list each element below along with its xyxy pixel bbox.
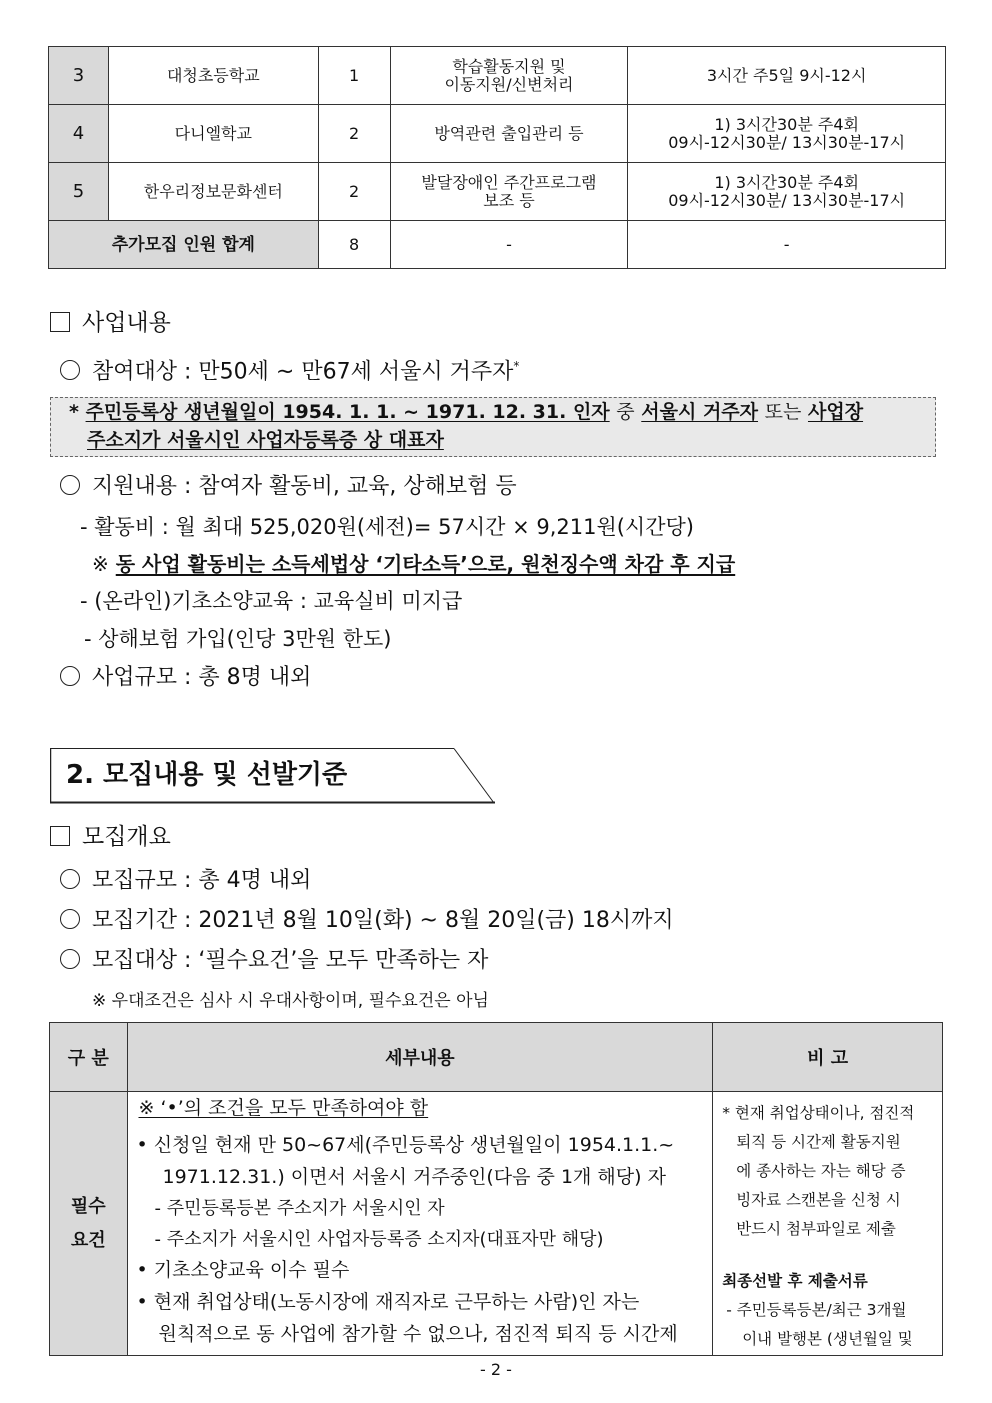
- business-heading: [50, 310, 171, 336]
- required-label: [50, 1092, 128, 1356]
- eligibility-note-box: [50, 397, 936, 457]
- support-line: [60, 474, 517, 500]
- time-line: 09시-12시30분/ 13시30분-17시: [668, 190, 906, 210]
- tax-note: [92, 551, 735, 577]
- remark-title: 최종선발 후 제출서류: [722, 1272, 868, 1290]
- note-owner: 주소지가 서울시인 사업자등록증 상 대표자: [87, 429, 444, 451]
- time-line: 1) 3시간30분 주4회: [714, 172, 859, 192]
- details-sub-line: - 주소지가 서울시인 사업자등록증 소지자(대표자만 해당): [154, 1229, 604, 1250]
- details-bullet-line: • 현재 취업상태(노동시장에 재직자로 근무하는 사람)인 자는: [136, 1291, 640, 1313]
- recruit-period: [60, 908, 674, 934]
- recruit-heading: [50, 824, 171, 850]
- time-cell: [628, 163, 946, 221]
- total-task: -: [390, 221, 628, 269]
- table-row: [49, 105, 946, 163]
- task-cell: [390, 47, 628, 105]
- target-text: 참여대상 : 만50세 ~ 만67세 서울시 거주자: [92, 359, 514, 385]
- circle-bullet-icon: [60, 869, 80, 889]
- note-birthdate: 주민등록상 생년월일이 1954. 1. 1. ~ 1971. 12. 31. 인자: [85, 401, 610, 423]
- task-cell: [390, 163, 628, 221]
- table-row: [50, 1092, 943, 1356]
- school-name: 대청초등학교: [108, 47, 318, 105]
- reference-mark: ※: [92, 552, 109, 576]
- school-name: 다니엘학교: [108, 105, 318, 163]
- scale-line: [60, 665, 311, 691]
- details-sub-line: - 주민등록등본 주소지가 서울시인 자: [154, 1198, 445, 1219]
- header-category: 구 분: [50, 1023, 128, 1092]
- task-line: 방역관련 출입관리 등: [434, 123, 584, 143]
- circle-bullet-icon: [60, 360, 80, 380]
- task-line: 발달장애인 주간프로그램: [421, 172, 597, 192]
- table-header-row: [50, 1023, 943, 1092]
- details-bullet-line: 1971.12.31.) 이면서 서울시 거주중인(다음 중 1개 해당) 자: [162, 1166, 666, 1188]
- checkbox-square-icon: [50, 312, 70, 332]
- recruit-scale: [60, 868, 311, 894]
- table-row: [49, 163, 946, 221]
- checkbox-square-icon: [50, 826, 70, 846]
- header-remarks: 비 고: [713, 1023, 943, 1092]
- total-time: -: [628, 221, 946, 269]
- task-line: 이동지원/신변처리: [444, 74, 574, 94]
- school-name: 한우리정보문화센터: [108, 163, 318, 221]
- row-number: 3: [49, 47, 109, 105]
- time-line: 09시-12시30분/ 13시30분-17시: [668, 132, 906, 152]
- tax-note-text: 동 사업 활동비는 소득세법상 ‘기타소득’으로, 원천징수액 차감 후 지급: [115, 552, 736, 576]
- note-or: 또는: [764, 401, 802, 423]
- support-item-education: - (온라인)기초소양교육 : 교육실비 미지급: [80, 589, 463, 613]
- circle-bullet-icon: [60, 909, 80, 929]
- required-label-line: 요건: [70, 1229, 106, 1251]
- task-cell: [390, 105, 628, 163]
- circle-bullet-icon: [60, 949, 80, 969]
- details-bullet-line: • 신청일 현재 만 50~67세(주민등록상 생년월일이 1954.1.1.~: [136, 1134, 675, 1156]
- recruit-period-text: 모집기간 : 2021년 8월 10일(화) ~ 8월 20일(금) 18시까지: [92, 908, 674, 933]
- table-row: [49, 47, 946, 105]
- scale-text: 사업규모 : 총 8명 내외: [92, 665, 312, 690]
- time-line: 1) 3시간30분 주4회: [714, 114, 859, 134]
- header-details: 세부내용: [127, 1023, 713, 1092]
- page-number: - 2 -: [480, 1360, 512, 1379]
- target-line: [60, 353, 519, 385]
- circle-bullet-icon: [60, 475, 80, 495]
- staff-count: 1: [318, 47, 390, 105]
- recruit-target: [60, 948, 488, 974]
- note-line-1: [69, 398, 935, 426]
- time-cell: [628, 105, 946, 163]
- staff-count: 2: [318, 163, 390, 221]
- note-star: *: [69, 401, 79, 423]
- details-bullet-line: 원칙적으로 동 사업에 참가할 수 없으나, 점진적 퇴직 등 시간제: [158, 1323, 678, 1345]
- required-label-line: 필수: [70, 1195, 106, 1217]
- remarks-cell: [713, 1092, 943, 1356]
- task-line: 보조 등: [483, 190, 535, 210]
- support-item-insurance: - 상해보험 가입(인당 3만원 한도): [84, 627, 392, 651]
- total-count: 8: [318, 221, 390, 269]
- remark-line: - 주민등록등본/최근 3개월: [726, 1301, 907, 1319]
- remark-line: 빙자료 스캔본을 신청 시: [736, 1191, 901, 1209]
- details-cell: [127, 1092, 713, 1356]
- row-number: 4: [49, 105, 109, 163]
- recruit-scale-text: 모집규모 : 총 4명 내외: [92, 868, 312, 893]
- details-intro: ※ ‘•’의 조건을 모두 만족하여야 함: [138, 1097, 429, 1119]
- note-conj: 중: [616, 401, 635, 423]
- support-item-allowance: - 활동비 : 월 최대 525,020원(세전)= 57시간 × 9,211원(시간당): [80, 515, 694, 539]
- remark-line: 에 종사하는 자는 해당 증: [736, 1162, 906, 1180]
- remark-line: * 현재 취업상태이나, 점진적: [722, 1104, 915, 1122]
- business-heading-text: 사업내용: [82, 310, 171, 336]
- time-line: 3시간 주5일 9시-12시: [706, 65, 867, 85]
- row-number: 5: [49, 163, 109, 221]
- remark-line: 반드시 첨부파일로 제출: [736, 1220, 896, 1238]
- section-heading: [50, 748, 495, 804]
- details-bullet-line: • 기초소양교육 이수 필수: [136, 1259, 350, 1281]
- total-label: 추가모집 인원 합계: [49, 221, 319, 269]
- staff-count: 2: [318, 105, 390, 163]
- assignment-table: [48, 46, 946, 269]
- target-footnote-mark: *: [513, 359, 520, 373]
- section-title: 2. 모집내용 및 선발기준: [66, 760, 348, 790]
- requirements-table: [49, 1022, 943, 1356]
- recruit-heading-text: 모집개요: [82, 824, 171, 850]
- note-line-2: [69, 426, 935, 454]
- support-text: 지원내용 : 참여자 활동비, 교육, 상해보험 등: [92, 474, 517, 499]
- recruit-target-text: 모집대상 : ‘필수요건’을 모두 만족하는 자: [92, 948, 489, 973]
- recruit-note: ※ 우대조건은 심사 시 우대사항이며, 필수요건은 아님: [92, 991, 489, 1011]
- note-workplace: 사업장: [807, 401, 864, 423]
- time-cell: [628, 47, 946, 105]
- circle-bullet-icon: [60, 666, 80, 686]
- total-row: [49, 221, 946, 269]
- remark-line: 퇴직 등 시간제 활동지원: [736, 1133, 901, 1151]
- note-seoul-resident: 서울시 거주자: [641, 401, 759, 423]
- task-line: 학습활동지원 및: [452, 56, 566, 76]
- remark-line: 이내 발행본 (생년월일 및: [742, 1330, 913, 1348]
